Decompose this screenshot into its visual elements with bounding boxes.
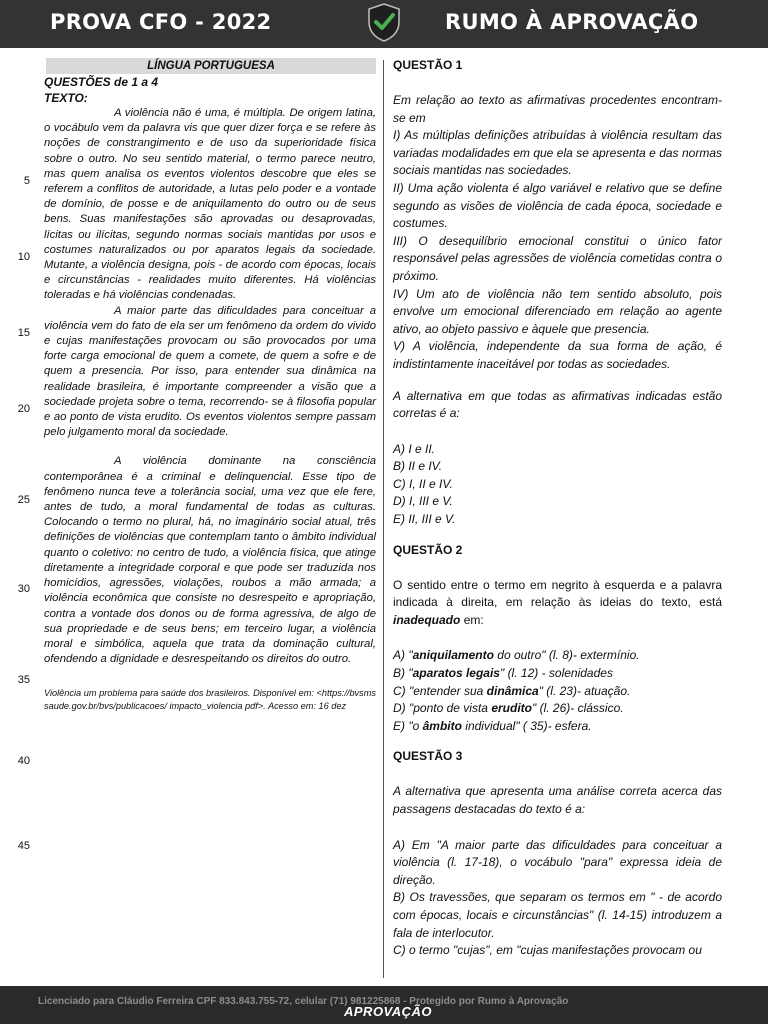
question-title: QUESTÃO 1: [393, 58, 463, 72]
option: B) "aparatos legais" (l. 12) - solenidades: [393, 666, 613, 681]
text-paragraph: A violência não é uma, é múltipla. De origem latina, o vocábulo vem da palavra vis que quer dizer força e se refere às noções de constrangimento e de uso da superioridade física sobre o outro. No seu sentido material, o termo parece neutro, mas quem analisa os eventos violentos descobre que eles se referem a conflitos de autoridade, a lutas pelo poder e a vontade de domínio, de posse e de aniquilamento do outro ou de seus bens. Suas manifestações são aprovadas ou desaprovadas, lícitas ou ilícitas, segundo normas sociais mantidas por usos e costumes naturalizados ou por aparatos legais da sociedade. Mutante, a violência designa, pois - de acordo com épocas, locais e circunstâncias - realidades muito diferentes. Há violências toleradas e há violências condenadas.: [44, 107, 376, 302]
option: C) o termo "cujas", em "cujas manifestações provocam ou: [393, 943, 702, 958]
line-number: 40: [17, 755, 30, 767]
shield-check-icon: [366, 2, 402, 42]
option: A) I e II.: [393, 441, 436, 456]
license-notice: Licenciado para Cláudio Ferreira CPF 833.843.755-72, celular (71) 981225868 - Protegido por Rumo à Aprovação: [38, 996, 569, 1007]
line-number: 30: [17, 583, 30, 595]
text-label: TEXTO:: [44, 91, 88, 105]
questions-range: QUESTÕES de 1 a 4: [44, 75, 159, 89]
exam-title: PROVA CFO - 2022: [50, 10, 272, 34]
option: E) "o âmbito individual" ( 35)- esfera.: [393, 718, 592, 733]
option: C) I, II e IV.: [393, 476, 453, 491]
statement: II) Uma ação violenta é algo variável e relativo que se define segundo as visões de violência de cada época, sociedade e costumes.: [393, 180, 722, 231]
question-stem: Em relação ao texto as afirmativas procedentes encontram-se em: [393, 93, 722, 125]
question-title: QUESTÃO 2: [393, 542, 463, 557]
reading-text-column: [17, 58, 376, 852]
question-3: [393, 749, 722, 959]
question-stem: A alternativa que apresenta uma análise correta acerca das passagens destacadas do texto é a:: [393, 784, 722, 816]
footer-logo: APROVAÇÃO: [344, 1004, 433, 1019]
option: B) Os travessões, que separam os termos em " - de acordo com épocas, locais e circunstâncias" (l. 14-15) introduzem a fala de interlocutor.: [393, 890, 722, 940]
options-list: [393, 441, 722, 529]
line-number: 10: [17, 251, 30, 263]
options-list: [393, 837, 722, 960]
text-paragraph: A violência dominante na consciência contemporânea é a criminal e delinquencial. Esse tipo de fenômeno nunca teve a tolerância social, uma vez que ele fere, antes de tudo, a moral fundamental de todas as culturas. Colocando o termo no plural, há, no imaginário social atual, três definições de violências que contemplam tanto o âmbito individual quanto o coletivo: no centro de tudo, a violência física, que atinge diretamente a integridade corporal e que pode ser traduzida nos homicídios, agressões, violações, roubos a mão armada; a violência econômica que consiste no desrespeito e apropriação, contra a vontade dos donos ou de forma agressiva, de algo de sua propriedade e de seus bens; em terceiro lugar, a violência moral e simbólica, aquela que trata da dominação cultural, ofendendo a dignidade e desrespeitando os direitos do outro.: [44, 455, 376, 666]
text-source: Violência um problema para saúde dos brasileiros. Disponível em: <https://bvsms saude.gov.br/bvs/publicacoes/ impacto_violencia pdf>. Acesso em: 16 dez: [44, 688, 376, 711]
text-paragraph: A maior parte das dificuldades para conceituar a violência vem do fato de ela ser um fenômeno da ordem do vivido e cujas manifestações provocam ou são provocados por uma forte carga emocional de quem a comete, de quem a sofre e de quem a presencia. Por isso, para entender sua dinâmica na realidade brasileira, é importante compreender a visão que a sociedade projeta sobre o tema, recorrendo- se à filosofia popular e ao ponto de vista erudito. Os eventos violentos sempre passam pelo julgamento moral da sociedade.: [44, 304, 376, 439]
line-number: 15: [17, 327, 30, 339]
option: E) II, III e V.: [393, 512, 456, 527]
statement: IV) Um ato de violência não tem sentido absoluto, pois envolve um emocional diferenciado em relação ao agente ativo, ao objeto passivo e àquele que presencia.: [393, 286, 722, 336]
statement: V) A violência, independente da sua forma de ação, é indistintamente inaceitável por todas as sociedades.: [393, 339, 722, 371]
line-number: 5: [23, 175, 30, 187]
questions-column: [393, 58, 722, 974]
option: A) Em "A maior parte das dificuldades para conceituar a violência (l. 17-18), o vocábulo "para" expressa ideia de direção.: [393, 837, 722, 887]
option: D) "ponto de vista erudito" (l. 26)- clássico.: [393, 701, 624, 716]
line-number: 25: [17, 494, 30, 506]
question-2: [393, 543, 722, 736]
question-1: [393, 58, 722, 529]
question-prompt: A alternativa em que todas as afirmativas indicadas estão corretas é a:: [393, 388, 722, 421]
option: C) "entender sua dinâmica" (l. 23)- atuação.: [393, 683, 631, 698]
question-title: QUESTÃO 3: [393, 749, 463, 764]
footer-bar: [0, 986, 768, 1024]
statement: I) As múltiplas definições atribuídas à violência resultam das variadas modalidades em que ela se apresenta e das normas sociais mantidas nas sociedades.: [393, 128, 722, 178]
option: A) "aniquilamento do outro" (l. 8)- extermínio.: [393, 648, 640, 663]
option: D) I, III e V.: [393, 494, 453, 509]
options-list: [393, 647, 722, 735]
option: B) II e IV.: [393, 459, 443, 474]
line-number: 20: [17, 403, 30, 415]
header-bar: [0, 0, 768, 48]
line-number: 45: [17, 840, 30, 852]
question-stem: O sentido entre o termo em negrito à esquerda e a palavra indicada à direita, em relação às ideias do texto, está inadequado em:: [393, 577, 722, 627]
line-number: 35: [17, 674, 30, 686]
column-divider: [383, 60, 384, 978]
brand-title: RUMO À APROVAÇÃO: [445, 10, 699, 34]
section-title: LÍNGUA PORTUGUESA: [46, 58, 376, 74]
statement: III) O desequilíbrio emocional constitui o único fator responsável pelas agressões de violência cometidas contra o próximo.: [393, 233, 722, 283]
